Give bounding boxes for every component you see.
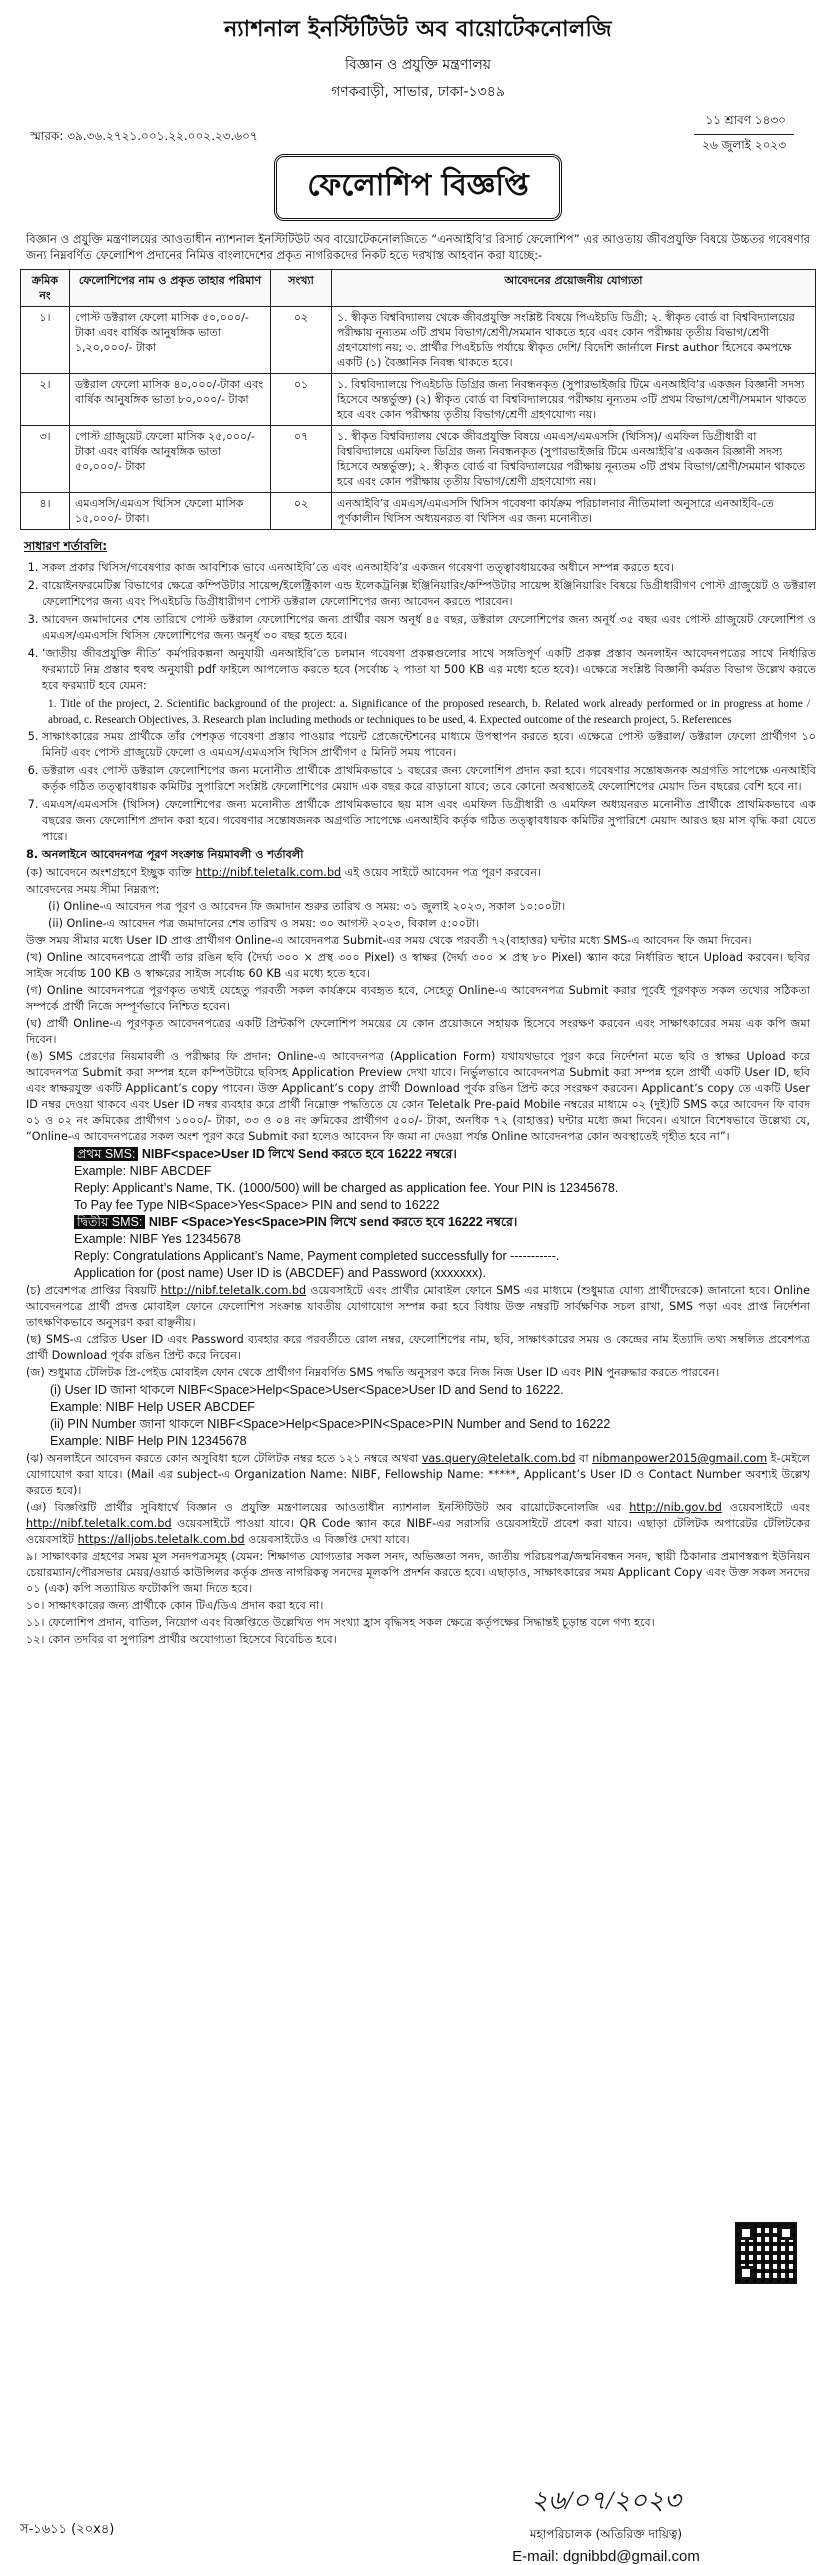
rule-item: 4. ‘জাতীয় জীবপ্রযুক্তি নীতি’ কর্মপরিকল্পনা অনুযায়ী এনআইবি’তে চলমান গবেষণা প্রকল্পগুলোর সাথে সঙ্গতিপূর্ণ একটি প্রকল্প প্রস্তাব অনলাইন আবেদনপত্রের সাথে নির্ধারিত ফরম্যাটে নিম্ন প্রস্তাব হুবহু অনুযায়ী pdf ফাইলে আপলোড করতে হবে (সর্বোচ্চ ২ পাতা যা 500 KB এর মধ্যে হতে হবে)। এক্ষেত্রে সংশ্লিষ্ট বিজ্ঞানী কর্মরত বিভাগ উল্লেখ করতে হবে ফরম্যাট হবে যেমন: [42,646,816,694]
sms-second-label: দ্বিতীয় SMS: [74,1215,145,1229]
row-count: ০৭ [271,426,332,493]
online-jha-text: (ঝ) অনলাইনে আবেদন করতে কোন অসুবিধা হলে টেলিটক নম্বর হতে ১২১ নম্বরে অথবা [26,1452,419,1465]
col-serial: ক্রমিক নং [21,270,70,307]
sms-first-block [20,1146,816,1214]
row-serial: ৩। [21,426,70,493]
contact-email[interactable]: E-mail: dgnibbd@gmail.com [512,2548,700,2565]
col-requirements: আবেদনের প্রয়োজনীয় যোগ্যতা [332,270,816,307]
recovery-pin-example: Example: NIBF Help PIN 12345678 [50,1434,247,1448]
ministry-name: বিজ্ঞান ও প্রযুক্তি মন্ত্রণালয় [344,57,492,73]
online-jha-or: বা [579,1452,589,1465]
online-ka-end: এই ওয়েব সাইটে আবেদন পত্র পূরণ করবেন। [344,866,542,879]
rule-item [26,1632,810,1648]
row-name: এমএসসি/এমএস থিসিস ফেলো মাসিক ১৫,০০০/- টাকা। [70,493,271,530]
online-chha: (ছ) SMS-এ প্রেরিত User ID এবং Password ব্যবহার করে পরবর্তীতে রোল নম্বর, ফেলোশিপের নাম, ছবি, সাক্ষাৎকারের সময় ও কেন্দ্রের নাম ইত্যাদি তথ্য সম্বলিত প্রবেশপত্র প্রার্থী Download পূর্বক রঙিন প্রিন্ট করে নিবেন। [26,1333,810,1362]
rule-item: 7. এমএস/এমএসসি (থিসিস) ফেলোশিপের জন্য মনোনীত প্রার্থীকে প্রাথমিকভাবে ছয় মাস এবং এমফিল ডিগ্রীধারী ও এমফিল অধ্যয়নরত মনোনীত প্রার্থীকে প্রাথমিকভাবে এক বছরের জন্য ফেলোশিপ প্রদান করা হবে। গবেষণার সন্তোষজনক অগ্রগতি সাপেক্ষে এনআইবি কর্তৃক গঠিত তত্ত্বাবধায়ক কমিটির সুপারিশে মেয়াদ আরও ছয় মাস বৃদ্ধি করা যেতে পারে। [42,797,816,845]
title-wrap [20,154,816,221]
qr-finder-icon [739,2226,753,2240]
table-row [21,307,816,374]
rule-item: 6. ডক্টরাল এবং পোস্ট ডক্টরাল ফেলোশিপের জন্য মনোনীত প্রার্থীকে প্রাথমিকভাবে ১ বছরের জন্য ফেলোশিপ প্রদান করা হবে। গবেষণার সন্তোষজনক অগ্রগতি সাপেক্ষে এনআইবি কর্তৃক গঠিত তত্ত্বাবধায়ক কমিটির সুপারিশে সংশ্লিষ্ট ফেলোশিপের মেয়াদ এক বছর করে বাড়ানো যাবে; তবে কোনো অবস্থাতেই ফেলোশিপের মেয়াদ তিন বছরের বেশি হবে না। [42,763,816,795]
online-ja: (জ) শুধুমাত্র টেলিটক প্রি-পেইড মোবাইল ফোন থেকে প্রার্থীগণ নিম্নবর্ণিত SMS পদ্ধতি অনুসরণ করে নিজ নিজ User ID এবং PIN পুনরুদ্ধার করতে পারবেন। [26,1366,720,1379]
signature-date: ২৬/০৭/২০২৩ [531,2486,681,2515]
rule-text: কোন তদবির বা সুপারিশ প্রার্থীর অযোগ্যতা হিসেবে বিবেচিত হবে। [48,1633,337,1646]
rule-item [26,1615,810,1631]
proposal-format: 1. Title of the project, 2. Scientific background of the project: a. Significance of the proposed research, b. Related work already performed or in progress at home / abroad, c. Research Objectives, 3. Research plan including methods or techniques to be used, 4. Expected outcome of the research project, 5. References [48,698,810,726]
rules-list-a [20,560,816,694]
recovery-block [20,1382,816,1450]
online-jha-end: ই-মেইলে যোগাযোগ করা যাবে। (Mail এর subject-এ Organization Name: NIBF, Fellowship Name: *****, Applicant’s User ID ও Contact Number অবশ্যই উল্লেখ করতে হবে)। [26,1452,810,1497]
col-name: ফেলোশিপের নাম ও প্রকৃত তাহার পরিমাণ [70,270,271,307]
table-header-row [21,270,816,307]
row-count: ০২ [271,307,332,374]
sms-first-format: NIBF<space>User ID লিখে Send করতে হবে 16222 নম্বরে। [141,1147,457,1161]
teletalk-query-email[interactable]: vas.query@teletalk.com.bd [421,1452,576,1465]
sms-first-reply: Reply: Applicant’s Name, TK. (1000/500) will be charged as application fee. Your PIN is 12345678. [74,1181,619,1195]
sms-first-label: প্রথম SMS: [74,1147,138,1161]
row-name: পোস্ট গ্রাজুয়েট ফেলো মাসিক ২৫,০০০/- টাকা এবং বার্ষিক আনুষঙ্গিক ভাতা ৫০,০০০/- টাকা [70,426,271,493]
rule-text: সাক্ষাৎকারের জন্য প্রার্থীকে কোন টিএ/ডিএ প্রদান করা হবে না। [48,1599,324,1612]
online-umo: (ঙ) SMS প্রেরণের নিয়মাবলী ও পরীক্ষার ফি প্রদান: Online-এ আবেদনপত্র (Application Form) যথাযথভাবে পূরণ করে নির্দেশনা মতে ছবি ও স্বাক্ষর Upload করে আবেদনপত্র Submit করা সম্পন্ন হলে কম্পিউটারে ছবিসহ Application Preview দেখা যাবে। নির্ভুলভাবে আবেদনপত্র Submit করা সম্পন্ন হলে প্রার্থী একটি User ID, ছবি এবং স্বাক্ষরযুক্ত একটি Applicant’s copy পাবেন। উক্ত Applicant’s copy প্রার্থী Download পূর্বক রঙিন প্রিন্ট করে সংরক্ষণ করবেন। Applicant’s copy তে একটি User ID নম্বর দেওয়া থাকবে এবং User ID নম্বর ব্যবহার করে প্রার্থী নিম্নোক্ত পদ্ধতিতে যে কোন Teletalk Pre-paid Mobile নম্বরের মাধ্যমে ০২ (দুই)টি SMS করে আবেদন ফি বাবদ ০১ ও ০২ নং ক্রমিকের প্রার্থীগণ ১০০০/- টাকা, ৩৩ ও ০৪ নং ক্রমিকের প্রার্থীগণ ৫০০/- টাকা, অনধিক ৭২ (বাহাত্তর) ঘন্টার মধ্যে জমা দিবেন। এখানে বিশেষভাবে উল্লেখ্য যে, “Online-এ আবেদনপত্রের সকল অংশ পূরণ করে Submit করা হলেও আবেদন ফি জমা না দেওয়া পর্যন্ত Online আবেদনপত্র কোন অবস্থাতেই গৃহীত হবে না”। [26,1050,810,1143]
page-title: ফেলোশিপ বিজ্ঞপ্তি [274,154,562,221]
online-nya-mid: ওয়েবসাইটে এবং [729,1501,811,1514]
online-nya-end: ওয়েবসাইটেও এ বিজ্ঞপ্তি দেখা যাবে। [248,1533,410,1546]
qr-finder-icon [779,2226,793,2240]
rules-list-b [20,729,816,863]
online-cha [26,1283,810,1331]
alljobs-link[interactable]: https://alljobs.teletalk.com.bd [77,1533,245,1546]
footer [20,2480,816,2565]
intro-paragraph: বিজ্ঞান ও প্রযুক্তি মন্ত্রণালয়ের আওতাধীন ন্যাশনাল ইনস্টিটিউট অব বায়োটেকনোলজিতে “এনআইবি’র রিসার্চ ফেলোশিপ” এর আওতায় জীবপ্রযুক্তি বিষয়ে উচ্চতর গবেষণার জন্য নিম্নবর্ণিত ফেলোশিপ প্রদানের নিমিত্ত বাংলাদেশের প্রকৃত নাগরিকদের নিকট হতে দরখাস্ত আহবান করা যাচ্ছে:- [26,232,810,262]
date-bangla: ১১ শ্রাবণ ১৪৩০ [705,113,786,127]
sms-second-reply-2: Application for (post name) User ID is (ABCDEF) and Password (xxxxxxx). [74,1266,486,1280]
org-name: ন্যাশনাল ইনস্টিটিউট অব বায়োটেকনোলজি [224,17,612,42]
sms-second-example: Example: NIBF Yes 12345678 [74,1232,241,1246]
rule-number: ৯। [26,1550,38,1563]
table-row [21,493,816,530]
online-ga: (গ) Online আবেদনপত্রে পূরণকৃত তথ্যই যেহেতু পরবর্তী সকল কার্যক্রমে ব্যবহৃত হবে, সেহেতু Online-এ আবেদনপত্র Submit করার পূর্বেই পূরণকৃত সকল তথ্যের সঠিকতা সম্পর্কে প্রার্থী নিজে সম্পূর্ণভাবে নিশ্চিত হবেন। [26,984,810,1013]
rule-item [26,1549,810,1597]
reference-row [20,110,816,150]
nibf-link-2[interactable]: http://nibf.teletalk.com.bd [160,1284,307,1297]
online-nya-text: (ঞ) বিজ্ঞপ্তিটি প্রার্থীর সুবিধার্থে বিজ্ঞান ও প্রযুক্তি মন্ত্রণালয়ের আওতাধীন ন্যাশনাল ইনস্টিটিউট অব বায়োটেকনোলজি এর [26,1501,622,1514]
online-section [20,865,816,1548]
row-name: পোস্ট ডক্টরাল ফেলো মাসিক ৫০,০০০/- টাকা এবং বার্ষিক আনুষঙ্গিক ভাতা ১,২০,০০০/- টাকা [70,307,271,374]
row-requirements: ১. স্বীকৃত বিশ্ববিদ্যালয় থেকে জীবপ্রযুক্তি বিষয়ে এমএস/এমএসসি (থিসিস)/ এমফিল ডিগ্রীধারী বা বিশ্ববিদ্যালয়ে এমফিল ডিগ্রির জন্য নিবন্ধনকৃত (সুপারভাইজরি টিমে এনআইবি’র একজন বিজ্ঞানী সদস্য হিসেবে অন্তর্ভুক্ত); ২. স্বীকৃত বোর্ড বা বিশ্ববিদ্যালয়ের পরীক্ষায় নূন্যতম ৩টি প্রথম বিভাগ/শ্রেণী/সমমান থাকতে হবে এবং কোন পরীক্ষায় তৃতীয় বিভাগ/শ্রেণী গ্রহণযোগ্য নয়। [332,426,816,493]
row-serial: ৪। [21,493,70,530]
date-english: ২৬ জুলাই ২০২৩ [694,134,794,159]
online-nya-mid-2: ওয়েবসাইটে পাওয়া যাবে। QR Code স্ক্যান করে NIBF-এর সরাসরি ওয়েবসাইটে প্রবেশ করা যাবে। এছাড়া টেলিটক অপারেটর টেলিটকের ওয়েবসাইট [26,1517,810,1546]
qr-code-icon[interactable] [735,2222,797,2284]
deadline-start: (i) Online-এ আবেদন পত্র পূরণ ও আবেদন ফি জমাদান শুরুর তারিখ ও সময়: ৩১ জুলাই ২০২৩, সকাল ১০:০০টা। [48,900,566,913]
row-serial: ২। [21,374,70,426]
rule-item: 8. অনলাইনে আবেদনপত্র পূরণ সংক্রান্ত নিয়মাবলী ও শর্তাবলী [42,847,816,863]
row-requirements: ১. বিশ্ববিদ্যালয়ে পিএইচডি ডিগ্রির জন্য নিবন্ধনকৃত (সুপারভাইজরি টিমে এনআইবি’র একজন বিজ্ঞানী সদস্য হিসেবে অন্তর্ভুক্ত) (২) স্বীকৃত বোর্ড বা বিশ্ববিদ্যালয়ের পরীক্ষায় নূন্যতম ৩টি প্রথম বিভাগ/শ্রেণী/সমমান থাকতে হবে এবং কোন পরীক্ষায় তৃতীয় বিভাগ/শ্রেণী গ্রহণযোগ্য নয়। [332,374,816,426]
rule-item: 2. বায়োইনফরমেটিক্স বিভাগের ক্ষেত্রে কম্পিউটার সায়েন্স/ইলেক্ট্রিকাল এন্ড ইলেকট্রনিক্স ইঞ্জিনিয়ারিং/কম্পিউটার সায়েন্স ইঞ্জিনিয়ারিং বিষয়ে ডিগ্রীধারীগণ পোস্ট গ্রাজুয়েট ও ডক্টরাল ফেলোশিপের জন্য এবং পিএইচডি ডিগ্রীধারীগণ পোস্ট ডক্টরাল ফেলোশিপের জন্য আবেদন করতে পারবেন। [42,578,816,610]
online-cha-text: (চ) প্রবেশপত্র প্রাপ্তির বিষয়টি [26,1284,157,1297]
table-row [21,374,816,426]
general-conditions-heading: সাধারণ শর্তাবলি: [24,539,108,553]
online-cha-end: ওয়েবসাইটে এবং প্রার্থীর মোবাইল ফোনে SMS এর মাধ্যমে (শুধুমাত্র যোগ্য প্রার্থীদেরকে) জানানো হবে। Online আবেদনপত্রে প্রার্থী প্রদত্ত মোবাইল ফোনে ফেলোশিপ সংক্রান্ত যাবতীয় যোগাযোগ সম্পন্ন করা হবে বিধায় উক্ত নম্বরটি সার্বক্ষণিক সচল রাখা, SMS পড়া এবং প্রাপ্ত নির্দেশনা তাৎক্ষণিকভাবে অনুসরণ করা বাঞ্ছনীয়। [26,1284,810,1329]
table-row [21,426,816,493]
rule-number: ১০। [26,1599,45,1612]
print-code: স-১৬১১ (২০x৪) [20,2522,115,2537]
rules-list-c [20,1549,816,1648]
header [20,12,816,104]
nibf-link[interactable]: http://nibf.teletalk.com.bd [195,866,342,879]
sms-first-line [74,1146,816,1163]
online-kha: (খ) Online আবেদনপত্রে প্রার্থী তার রঙিন ছবি (দৈর্ঘ্য ৩০০ × প্রস্থ ৩০০ Pixel) ও স্বাক্ষর (দৈর্ঘ্য ৩০০ × প্রস্থ ৮০ Pixel) স্ক্যান করে নির্ধারিত স্থানে Upload করবেন। ছবির সাইজ সর্বোচ্চ 100 KB ও স্বাক্ষরের সাইজ সর্বোচ্চ 60 KB এর মধ্যে হতে হবে। [26,951,810,980]
rule-item: 3. আবেদন জমাদানের শেষ তারিখে পোস্ট ডক্টরাল ফেলোশিপের জন্য প্রার্থীর বয়স অনূর্ধ ৪৫ বছর, ডক্টরাল ফেলোশিপের জন্য অনূর্ধ ৩৫ বছর এবং পোস্ট গ্রাজুয়েট ফেলোশিপ ও এমএস/এমএসসি থিসিস ফেলোশিপের জন্য অনূর্ধ ৩০ বছর হতে হবে। [42,612,816,644]
sms-second-reply: Reply: Congratulations Applicant’s Name, Payment completed successfully for -----------. [74,1249,560,1263]
rule-number: ১২। [26,1633,45,1646]
deadline-end: (ii) Online-এ আবেদন পত্র জমাদানের শেষ তারিখ ও সময়: ৩০ আগস্ট ২০২৩, বিকাল ৫:০০টা। [48,917,480,930]
org-address: গণকবাড়ী, সাভার, ঢাকা-১৩৪৯ [331,84,505,100]
deadline-title: আবেদনের সময় সীমা নিম্নরূপ: [26,883,160,896]
rule-item: 1. সকল প্রকার থিসিস/গবেষণার কাজ আবশ্যিক ভাবে এনআইবি’তে এবং এনআইবি’র একজন গবেষণা তত্ত্বাবধায়কের অধীনে সম্পন্ন করতে হবে। [42,560,816,576]
row-requirements: এনআইবি’র এমএস/এমএসসি থিসিস গবেষণা কার্যক্রম পরিচালনার নীতিমালা অনুসারে এনআইবি-তে পূর্ণকালীন থিসিস অধ্যয়নরত বা থিসিস এর জন্য মনোনীত। [332,493,816,530]
deadline-note: উক্ত সময় সীমার মধ্যে User ID প্রাপ্ত প্রার্থীগণ Online-এ আবেদনপত্র Submit-এর সময় থেকে পরবর্তী ৭২(বাহাত্তর) ঘন্টার মধ্যে SMS-এ আবেদন ফি জমা দিবেন। [26,934,752,947]
signatory-designation: মহাপরিচালক (অতিরিক্ত দায়িত্ব) [529,2527,683,2541]
col-count: সংখ্যা [271,270,332,307]
rule-item [26,1598,810,1614]
recovery-user-id: (i) User ID জানা থাকলে NIBF<Space>Help<Space>User<Space>User ID and Send to 16222. [50,1383,564,1397]
sms-second-format: NIBF <Space>Yes<Space>PIN লিখে send করতে হবে 16222 নম্বরে। [148,1215,518,1229]
online-jha [26,1451,810,1499]
row-name: ডক্টরাল ফেলো মাসিক ৪০,০০০/-টাকা এবং বার্ষিক আনুষঙ্গিক ভাতা ৮০,০০০/- টাকা [70,374,271,426]
nibf-link-3[interactable]: http://nibf.teletalk.com.bd [26,1517,172,1530]
sms-second-block [20,1214,816,1282]
online-ka [26,865,810,881]
rule-text: সাক্ষাৎকার গ্রহণের সময় মূল সনদপত্রসমূহ (যেমন: শিক্ষাগত যোগ্যতার সকল সনদ, অভিজ্ঞতা সনদ, জাতীয় পরিচয়পত্র/জন্মনিবন্ধন সনদ, স্থায়ী ঠিকানার প্রমাণস্বরূপ ইউনিয়ন চেয়ারম্যান/পৌরসভার মেয়র/ওয়ার্ড কাউন্সিলর কর্তৃক প্রদত্ত নাগরিকত্ব সনদের মূলকপি প্রদর্শন করতে হবে। এছাড়াও, সাক্ষাৎকারের সময় Applicant Copy এবং উক্ত সকল সনদের ০১ (এক) কপি সত্যায়িত ফটোকপি জমা দিতে হবে। [26,1550,810,1595]
rule-item: 5. সাক্ষাৎকারের সময় প্রার্থীকে তাঁর পেশকৃত গবেষণা প্রস্তাব পাওয়ার পয়েন্ট প্রেজেন্টেশনের মাধ্যমে উপস্থাপন করতে হবে। এক্ষেত্রে পোস্ট ডক্টরাল/ ডক্টরাল ফেলো প্রার্থীগণ ১০ মিনিট এবং পোস্ট গ্রাজুয়েট ফেলো ও এমএস/এমএসসি থিসিস প্রার্থীগণ ৫ মিনিট সময় পাবেন। [42,729,816,761]
sms-second-line [74,1214,816,1231]
sms-first-example: Example: NIBF ABCDEF [74,1164,212,1178]
sms-first-pay: To Pay fee Type NIB<Space>Yes<Space> PIN and send to 16222 [74,1198,440,1212]
qr-finder-icon [739,2266,753,2280]
online-gha: (ঘ) প্রার্থী Online-এ পূরণকৃত আবেদনপত্রের একটি প্রিন্টকপি ফেলোশিপ সময়ের যে কোন প্রয়োজনে সহায়ক হিসেবে সংরক্ষণ করবেন এবং সাক্ষাৎকারের সময় এক কপি জমা দিবেন। [26,1017,810,1046]
signature-block [476,2480,736,2565]
row-count: ০২ [271,493,332,530]
row-serial: ১। [21,307,70,374]
date-box [694,110,794,159]
recovery-pin: (ii) PIN Number জানা থাকলে NIBF<Space>Help<Space>PIN<Space>PIN Number and Send to 16222 [50,1417,611,1431]
rule-number: ১১। [26,1616,45,1629]
recovery-user-id-example: Example: NIBF Help USER ABCDEF [50,1400,255,1414]
rule-text: ফেলোশিপ প্রদান, বাতিল, নিয়োগ এবং বিজ্ঞপ্তিতে উল্লেখিত পদ সংখ্যা হ্রাস বৃদ্ধিসহ সকল ক্ষেত্রে কর্তৃপক্ষের সিদ্ধান্তই চূড়ান্ত বলে গণ্য হবে। [48,1616,655,1629]
nib-gov-link[interactable]: http://nib.gov.bd [629,1501,722,1514]
row-count: ০১ [271,374,332,426]
fellowship-table [20,269,816,530]
row-requirements: ১. স্বীকৃত বিশ্ববিদ্যালয় থেকে জীবপ্রযুক্তি সংশ্লিষ্ট বিষয়ে পিএইচডি ডিগ্রী; ২. স্বীকৃত বোর্ড বা বিশ্ববিদ্যালয়ের পরীক্ষায় নূন্যতম ৩টি প্রথম বিভাগ/শ্রেণী/সমমান থাকতে হবে এবং কোন পরীক্ষায় তৃতীয় বিভাগ/শ্রেণী গ্রহণযোগ্য নয়; ৩. প্রার্থীর পিএইচডি পর্যায়ে স্বীকৃত দেশি/ বিদেশি জার্নালে First author হিসেবে কমপক্ষে একটি (১) বৈজ্ঞানিক নিবন্ধ থাকতে হবে। [332,307,816,374]
memo-number: স্মারক: ৩৯.৩৬.২৭২১.০০১.২২.০০২.২৩.৬০৭ [30,129,258,143]
nib-manpower-email[interactable]: nibmanpower2015@gmail.com [592,1452,768,1465]
online-nya [26,1500,810,1548]
online-ka-text: (ক) আবেদনে অংশগ্রহণে ইচ্ছুক ব্যক্তি [26,866,193,879]
